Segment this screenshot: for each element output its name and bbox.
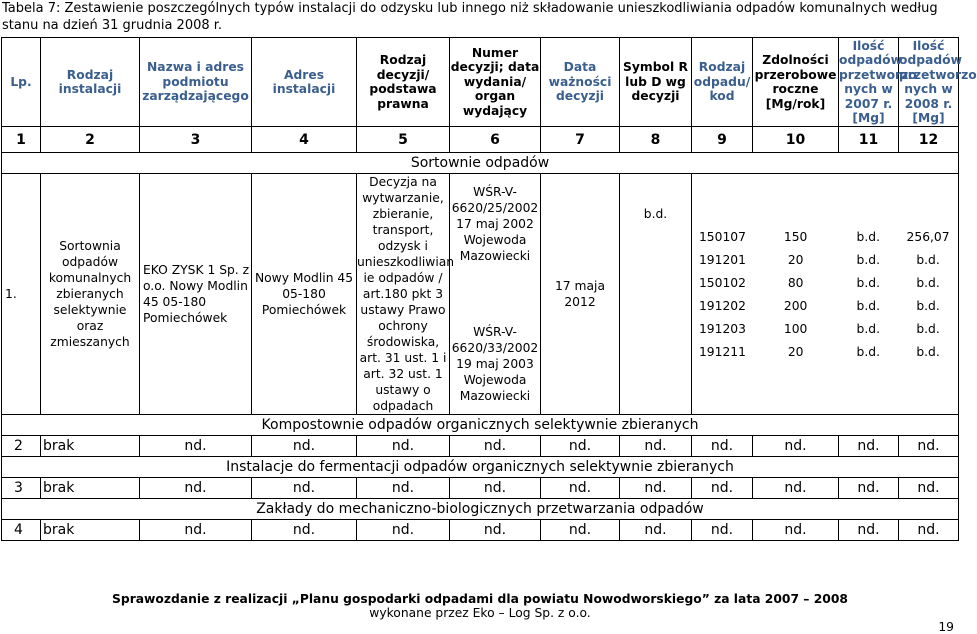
- row3-brak: brak: [41, 478, 140, 499]
- header-ilosc-2008: Ilość odpadów przetworzo nych w 2008 r. [Mg]: [899, 38, 977, 125]
- header-zdolnosci: Zdolności przerobowe roczne [Mg/rok]: [753, 38, 839, 127]
- row3-nd: nd.: [899, 478, 959, 499]
- odpad-y2007: b.d.: [856, 252, 880, 267]
- col-number: 2: [41, 127, 140, 153]
- row4-nd: nd.: [839, 520, 899, 541]
- row2-nd: nd.: [541, 436, 620, 457]
- row2-nd: nd.: [450, 436, 541, 457]
- table-row: [2, 436, 959, 457]
- odpad-zdolnosc: 80: [787, 275, 804, 290]
- row4-nd: nd.: [620, 520, 692, 541]
- row4-nd: nd.: [252, 520, 357, 541]
- row3-nd: nd.: [450, 478, 541, 499]
- col-number: 7: [541, 127, 620, 153]
- odpad-row: [692, 248, 958, 271]
- header-rodzaj-decyzji: Rodzaj decyzji/ podstawa prawna: [357, 38, 450, 127]
- col-number: 11: [839, 127, 899, 153]
- installations-table: [1, 37, 977, 541]
- header-nazwa-podmiotu: Nazwa i adres podmiotu zarządzającego: [140, 38, 252, 127]
- row1-odpady-cell: [692, 174, 959, 415]
- col-number: 6: [450, 127, 541, 153]
- odpad-y2008: 256,07: [906, 229, 950, 244]
- header-data-waznosci: Data ważności decyzji: [541, 38, 620, 127]
- header-symbol: Symbol R lub D wg decyzji: [620, 38, 692, 127]
- row3-nd: nd.: [753, 478, 839, 499]
- odpad-kod: 150107: [698, 229, 746, 244]
- odpad-y2007: b.d.: [856, 344, 880, 359]
- row1-odpady-table: [692, 225, 958, 363]
- table-caption: Tabela 7: Zestawienie poszczególnych typów instalacji do odzysku lub innego niż składowanie unieszkodliwiania odpadów komunalnych według stanu na dzień 31 grudnia 2008 r.: [2, 1, 938, 33]
- odpad-row: [692, 294, 958, 317]
- column-number-row: [2, 127, 959, 153]
- page-footer: [0, 592, 960, 620]
- odpad-zdolnosc: 20: [787, 252, 804, 267]
- row2-nd: nd.: [692, 436, 753, 457]
- col-number: 4: [252, 127, 357, 153]
- header-lp: Lp.: [2, 38, 41, 127]
- row1-data-waznosci: 17 maja 2012: [541, 174, 620, 415]
- odpad-row: [692, 271, 958, 294]
- row2-nd: nd.: [140, 436, 252, 457]
- odpad-zdolnosc: 200: [783, 298, 808, 313]
- odpad-y2007: b.d.: [856, 229, 880, 244]
- row3-lp: 3: [2, 478, 41, 499]
- col-number: 12: [899, 127, 959, 153]
- row1-numer-b: WŚR-V-6620/33/2002 19 maj 2003 Wojewoda Mazowiecki: [451, 325, 539, 403]
- row4-nd: nd.: [899, 520, 959, 541]
- odpad-y2007: b.d.: [856, 321, 880, 336]
- header-ilosc-2007: Ilość odpadów przetworzo nych w 2007 r. [Mg]: [839, 38, 917, 125]
- row1-numer: [450, 174, 541, 415]
- row2-nd: nd.: [620, 436, 692, 457]
- row2-nd: nd.: [839, 436, 899, 457]
- row2-nd: nd.: [252, 436, 357, 457]
- section-row: [2, 499, 959, 520]
- odpad-y2008: b.d.: [916, 252, 940, 267]
- row4-brak: brak: [41, 520, 140, 541]
- odpad-kod: 191203: [698, 321, 746, 336]
- odpad-kod: 191202: [698, 298, 746, 313]
- row4-nd: nd.: [450, 520, 541, 541]
- odpad-y2007: b.d.: [856, 298, 880, 313]
- row4-nd: nd.: [140, 520, 252, 541]
- section-row: [2, 457, 959, 478]
- row2-lp: 2: [2, 436, 41, 457]
- row2-nd: nd.: [357, 436, 450, 457]
- row1-nazwa: EKO ZYSK 1 Sp. z o.o. Nowy Modlin 45 05-180 Pomiechówek: [140, 174, 252, 415]
- odpad-row: [692, 340, 958, 363]
- row4-nd: nd.: [692, 520, 753, 541]
- row1-adres: Nowy Modlin 45 05-180 Pomiechówek: [252, 174, 357, 415]
- row3-nd: nd.: [357, 478, 450, 499]
- row1-lp: 1.: [2, 174, 41, 415]
- table-row: [2, 478, 959, 499]
- row3-nd: nd.: [252, 478, 357, 499]
- odpad-y2008: b.d.: [916, 275, 940, 290]
- odpad-zdolnosc: 20: [787, 344, 804, 359]
- section-row: [2, 415, 959, 436]
- odpad-kod: 191201: [698, 252, 746, 267]
- section-row: [2, 153, 959, 174]
- row1-rodzaj: Sortownia odpadów komunalnych zbieranych selektywnie oraz zmieszanych: [41, 174, 140, 415]
- header-rodzaj-instalacji: Rodzaj instalacji: [41, 38, 140, 127]
- table-row: [2, 174, 959, 415]
- odpad-y2008: b.d.: [916, 344, 940, 359]
- col-number: 1: [2, 127, 41, 153]
- table-row: [2, 520, 959, 541]
- section-title-sortownie: Sortownie odpadów: [2, 153, 959, 174]
- row1-symbol: [620, 174, 692, 415]
- col-number: 3: [140, 127, 252, 153]
- row2-nd: nd.: [899, 436, 959, 457]
- row1-numer-a: WŚR-V-6620/25/2002 17 maj 2002 Wojewoda Mazowiecki: [451, 185, 539, 263]
- row3-nd: nd.: [140, 478, 252, 499]
- row1-decyzja: Decyzja na wytwarzanie, zbieranie, transport, odzysk i unieszkodliwian ie odpadów / art.180 pkt 3 ustawy Prawo ochrony środowiska, art. 31 ust. 1 i art. 32 ust. 1 ustawy o odpadach: [357, 175, 455, 413]
- header-adres-instalacji: Adres instalacji: [252, 38, 357, 127]
- section-title-fermentacja: Instalacje do fermentacji odpadów organicznych selektywnie zbieranych: [2, 457, 959, 478]
- odpad-y2008: b.d.: [916, 321, 940, 336]
- odpad-zdolnosc: 100: [783, 321, 808, 336]
- odpad-y2007: b.d.: [856, 275, 880, 290]
- page-number: 19: [938, 620, 954, 634]
- row4-lp: 4: [2, 520, 41, 541]
- col-number: 10: [753, 127, 839, 153]
- row3-nd: nd.: [541, 478, 620, 499]
- odpad-kod: 191211: [698, 344, 746, 359]
- odpad-y2008: b.d.: [916, 298, 940, 313]
- row2-brak: brak: [41, 436, 140, 457]
- row4-nd: nd.: [357, 520, 450, 541]
- footer-author: wykonane przez Eko – Log Sp. z o.o.: [369, 606, 591, 620]
- odpad-row: [692, 225, 958, 248]
- row4-nd: nd.: [753, 520, 839, 541]
- header-rodzaj-odpadu: Rodzaj odpadu/ kod: [692, 38, 753, 127]
- odpad-zdolnosc: 150: [783, 229, 808, 244]
- section-title-kompostownie: Kompostownie odpadów organicznych selektywnie zbieranych: [2, 415, 959, 436]
- row3-nd: nd.: [692, 478, 753, 499]
- odpad-row: [692, 317, 958, 340]
- section-title-mbp: Zakłady do mechaniczno-biologicznych przetwarzania odpadów: [2, 499, 959, 520]
- row4-nd: nd.: [541, 520, 620, 541]
- row3-nd: nd.: [620, 478, 692, 499]
- header-row: [2, 38, 959, 127]
- row1-symbol-text: b.d.: [643, 207, 668, 221]
- header-numer-decyzji: Numer decyzji; data wydania/ organ wydający: [450, 38, 541, 127]
- odpad-kod: 150102: [698, 275, 746, 290]
- col-number: 8: [620, 127, 692, 153]
- col-number: 5: [357, 127, 450, 153]
- footer-report-title: Sprawozdanie z realizacji „Planu gospodarki odpadami dla powiatu Nowodworskiego” za lata 2007 – 2008: [112, 592, 848, 606]
- row3-nd: nd.: [839, 478, 899, 499]
- col-number: 9: [692, 127, 753, 153]
- row2-nd: nd.: [753, 436, 839, 457]
